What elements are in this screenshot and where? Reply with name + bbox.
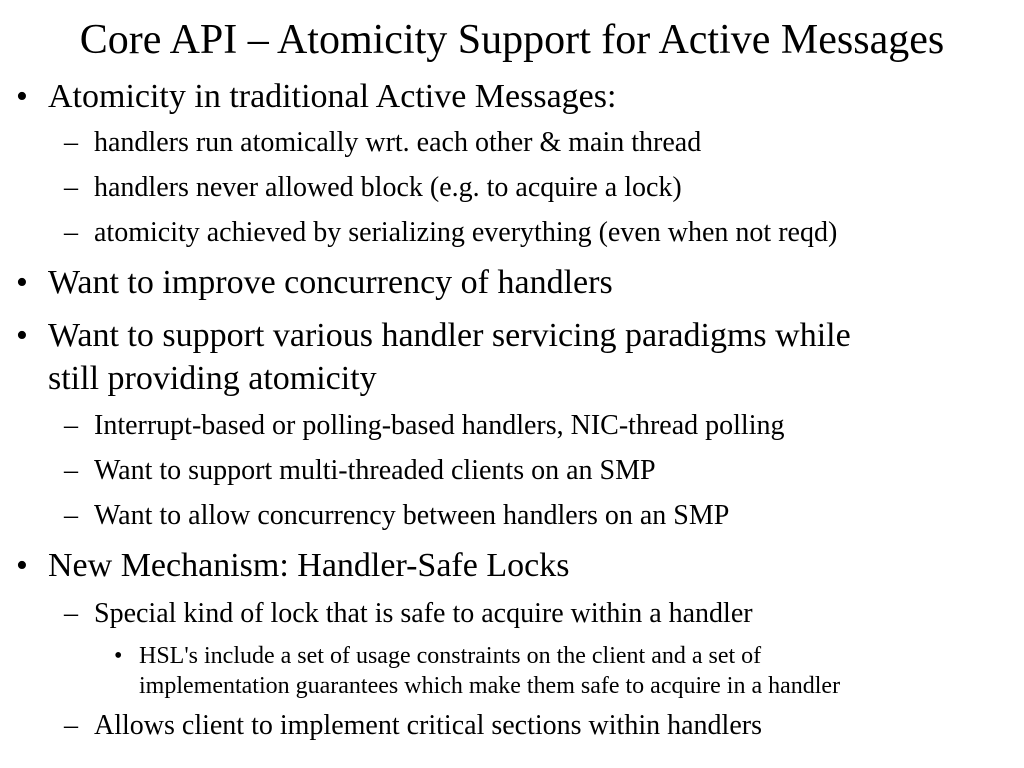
bullet-text: still providing atomicity [48, 360, 377, 397]
dash-marker: – [64, 410, 78, 441]
dash-marker: – [64, 127, 78, 158]
bullet-text: Want to support various handler servicing paradigms while [48, 317, 851, 354]
bullet-marker: • [16, 317, 28, 354]
bullet-text: New Mechanism: Handler-Safe Locks [48, 547, 570, 584]
sub-item-text: handlers run atomically wrt. each other & main thread [94, 127, 702, 158]
dash-marker: – [64, 455, 78, 486]
sub-item-text: Want to allow concurrency between handlers on an SMP [94, 500, 730, 531]
sub-item-text: Special kind of lock that is safe to acquire within a handler [94, 598, 753, 629]
sub-item-text: handlers never allowed block (e.g. to acquire a lock) [94, 172, 682, 203]
bullet-marker: • [16, 78, 28, 115]
sub-bullet-marker: • [114, 643, 123, 669]
sub-sub-item-text: implementation guarantees which make them safe to acquire in a handler [139, 673, 841, 699]
sub-item-text: Interrupt-based or polling-based handlers, NIC-thread polling [94, 410, 785, 441]
dash-marker: – [64, 710, 78, 741]
sub-item-text: Allows client to implement critical sections within handlers [94, 710, 762, 741]
sub-sub-item-text: HSL's include a set of usage constraints on the client and a set of [139, 643, 762, 669]
bullet-text: Want to improve concurrency of handlers [48, 264, 613, 301]
dash-marker: – [64, 172, 78, 203]
slide-title: Core API – Atomicity Support for Active Messages [79, 17, 945, 63]
sub-item-text: Want to support multi-threaded clients on an SMP [94, 455, 656, 486]
bullet-marker: • [16, 547, 28, 584]
dash-marker: – [64, 598, 78, 629]
dash-marker: – [64, 500, 78, 531]
sub-sub-item-continuation [139, 671, 840, 701]
bullet-continuation [48, 358, 377, 400]
sub-item-text: atomicity achieved by serializing everything (even when not reqd) [94, 217, 838, 248]
dash-marker: – [64, 217, 78, 248]
bullet-text: Atomicity in traditional Active Messages: [48, 78, 617, 115]
bullet-marker: • [16, 264, 28, 301]
